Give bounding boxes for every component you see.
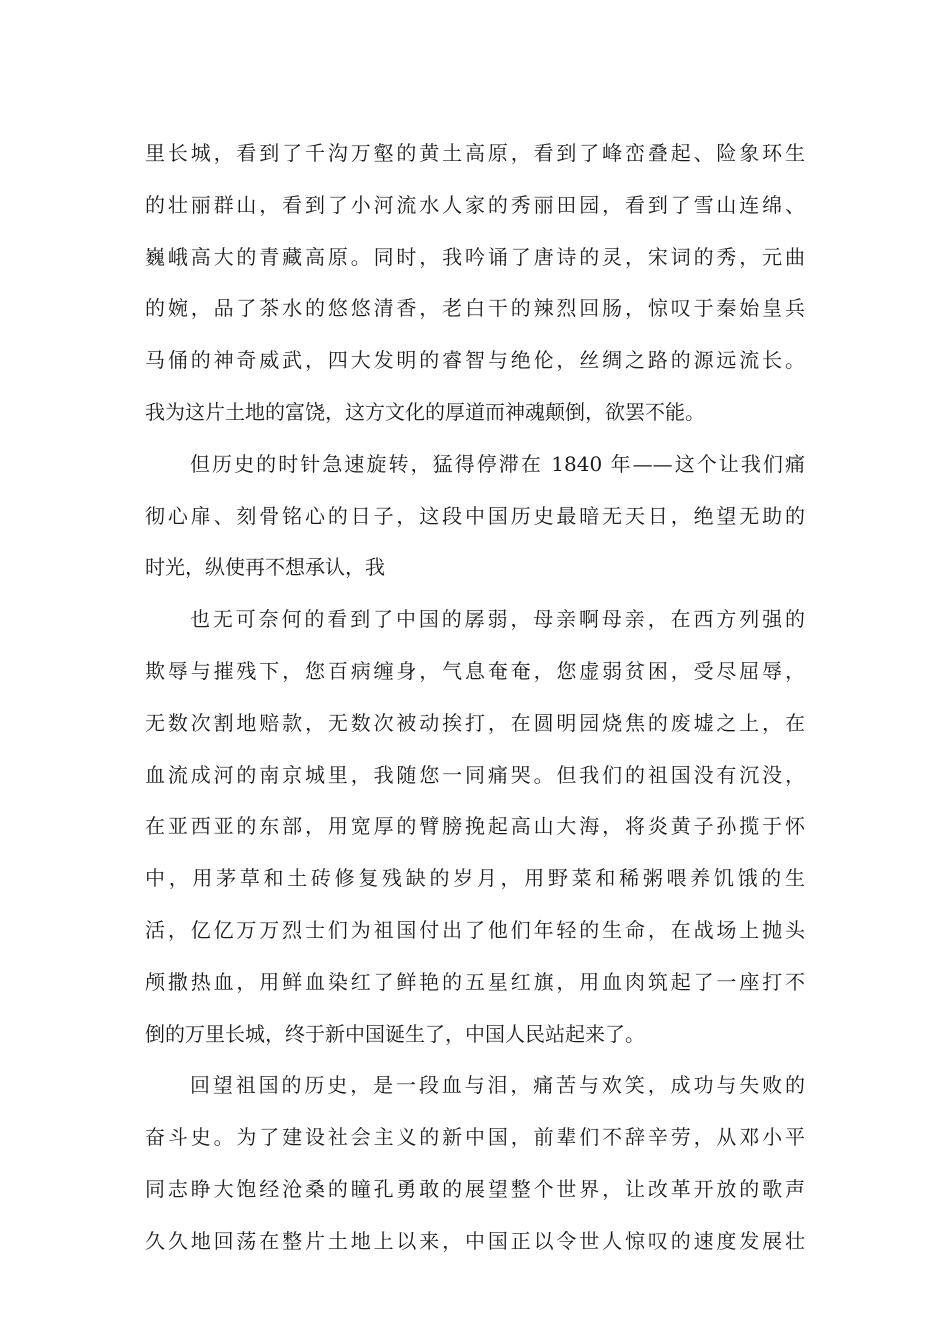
text-line: 中，用茅草和土砖修复残缺的岁月，用野菜和稀粥喂养饥饿的生 xyxy=(145,866,805,891)
text-line: 同志睁大饱经沧桑的瞳孔勇敢的展望整个世界，让改革开放的歌声 xyxy=(145,1176,805,1201)
text-line: 欺辱与摧残下，您百病缠身，气息奄奄，您虚弱贫困，受尽屈辱， xyxy=(145,658,805,683)
text-line: 彻心扉、刻骨铭心的日子，这段中国历史最暗无天日，绝望无助的 xyxy=(145,503,805,528)
text-line: 里长城，看到了千沟万壑的黄土高原，看到了峰峦叠起、险象环生 xyxy=(145,141,805,165)
text-line: 但历史的时针急速旋转，猛得停滞在 1840 年——这个让我们痛 xyxy=(190,451,805,476)
text-line: 的婉，品了茶水的悠悠清香，老白干的辣烈回肠，惊叹于秦始皇兵 xyxy=(145,296,805,321)
text-line: 我为这片土地的富饶，这方文化的厚道而神魂颠倒，欲罢不能。 xyxy=(145,399,705,424)
document-body xyxy=(145,128,805,1268)
text-line: 血流成河的南京城里，我随您一同痛哭。但我们的祖国没有沉没， xyxy=(145,762,805,787)
text-line: 在亚西亚的东部，用宽厚的臂膀挽起高山大海，将炎黄子孙揽于怀 xyxy=(145,814,805,839)
text-line: 无数次割地赔款，无数次被动挨打，在圆明园烧焦的废墟之上，在 xyxy=(145,710,805,735)
text-line: 马俑的神奇威武，四大发明的睿智与绝伦，丝绸之路的源远流长。 xyxy=(145,348,805,373)
text-line: 回望祖国的历史，是一段血与泪，痛苦与欢笑，成功与失败的 xyxy=(190,1073,805,1098)
text-line: 颅撒热血，用鲜血染红了鲜艳的五星红旗，用血肉筑起了一座打不 xyxy=(145,969,805,994)
text-line: 奋斗史。为了建设社会主义的新中国，前辈们不辞辛劳，从邓小平 xyxy=(145,1125,805,1150)
text-line: 倒的万里长城，终于新中国诞生了，中国人民站起来了。 xyxy=(145,1021,645,1046)
text-line: 也无可奈何的看到了中国的孱弱，母亲啊母亲，在西方列强的 xyxy=(190,607,805,632)
text-line: 久久地回荡在整片土地上以来，中国正以令世人惊叹的速度发展壮 xyxy=(145,1228,805,1253)
text-line: 活，亿亿万万烈士们为祖国付出了他们年轻的生命，在战场上抛头 xyxy=(145,917,805,942)
text-line: 的壮丽群山，看到了小河流水人家的秀丽田园，看到了雪山连绵、 xyxy=(145,192,805,217)
text-line: 时光，纵使再不想承认，我 xyxy=(145,555,385,580)
text-line: 巍峨高大的青藏高原。同时，我吟诵了唐诗的灵，宋词的秀，元曲 xyxy=(145,244,805,269)
